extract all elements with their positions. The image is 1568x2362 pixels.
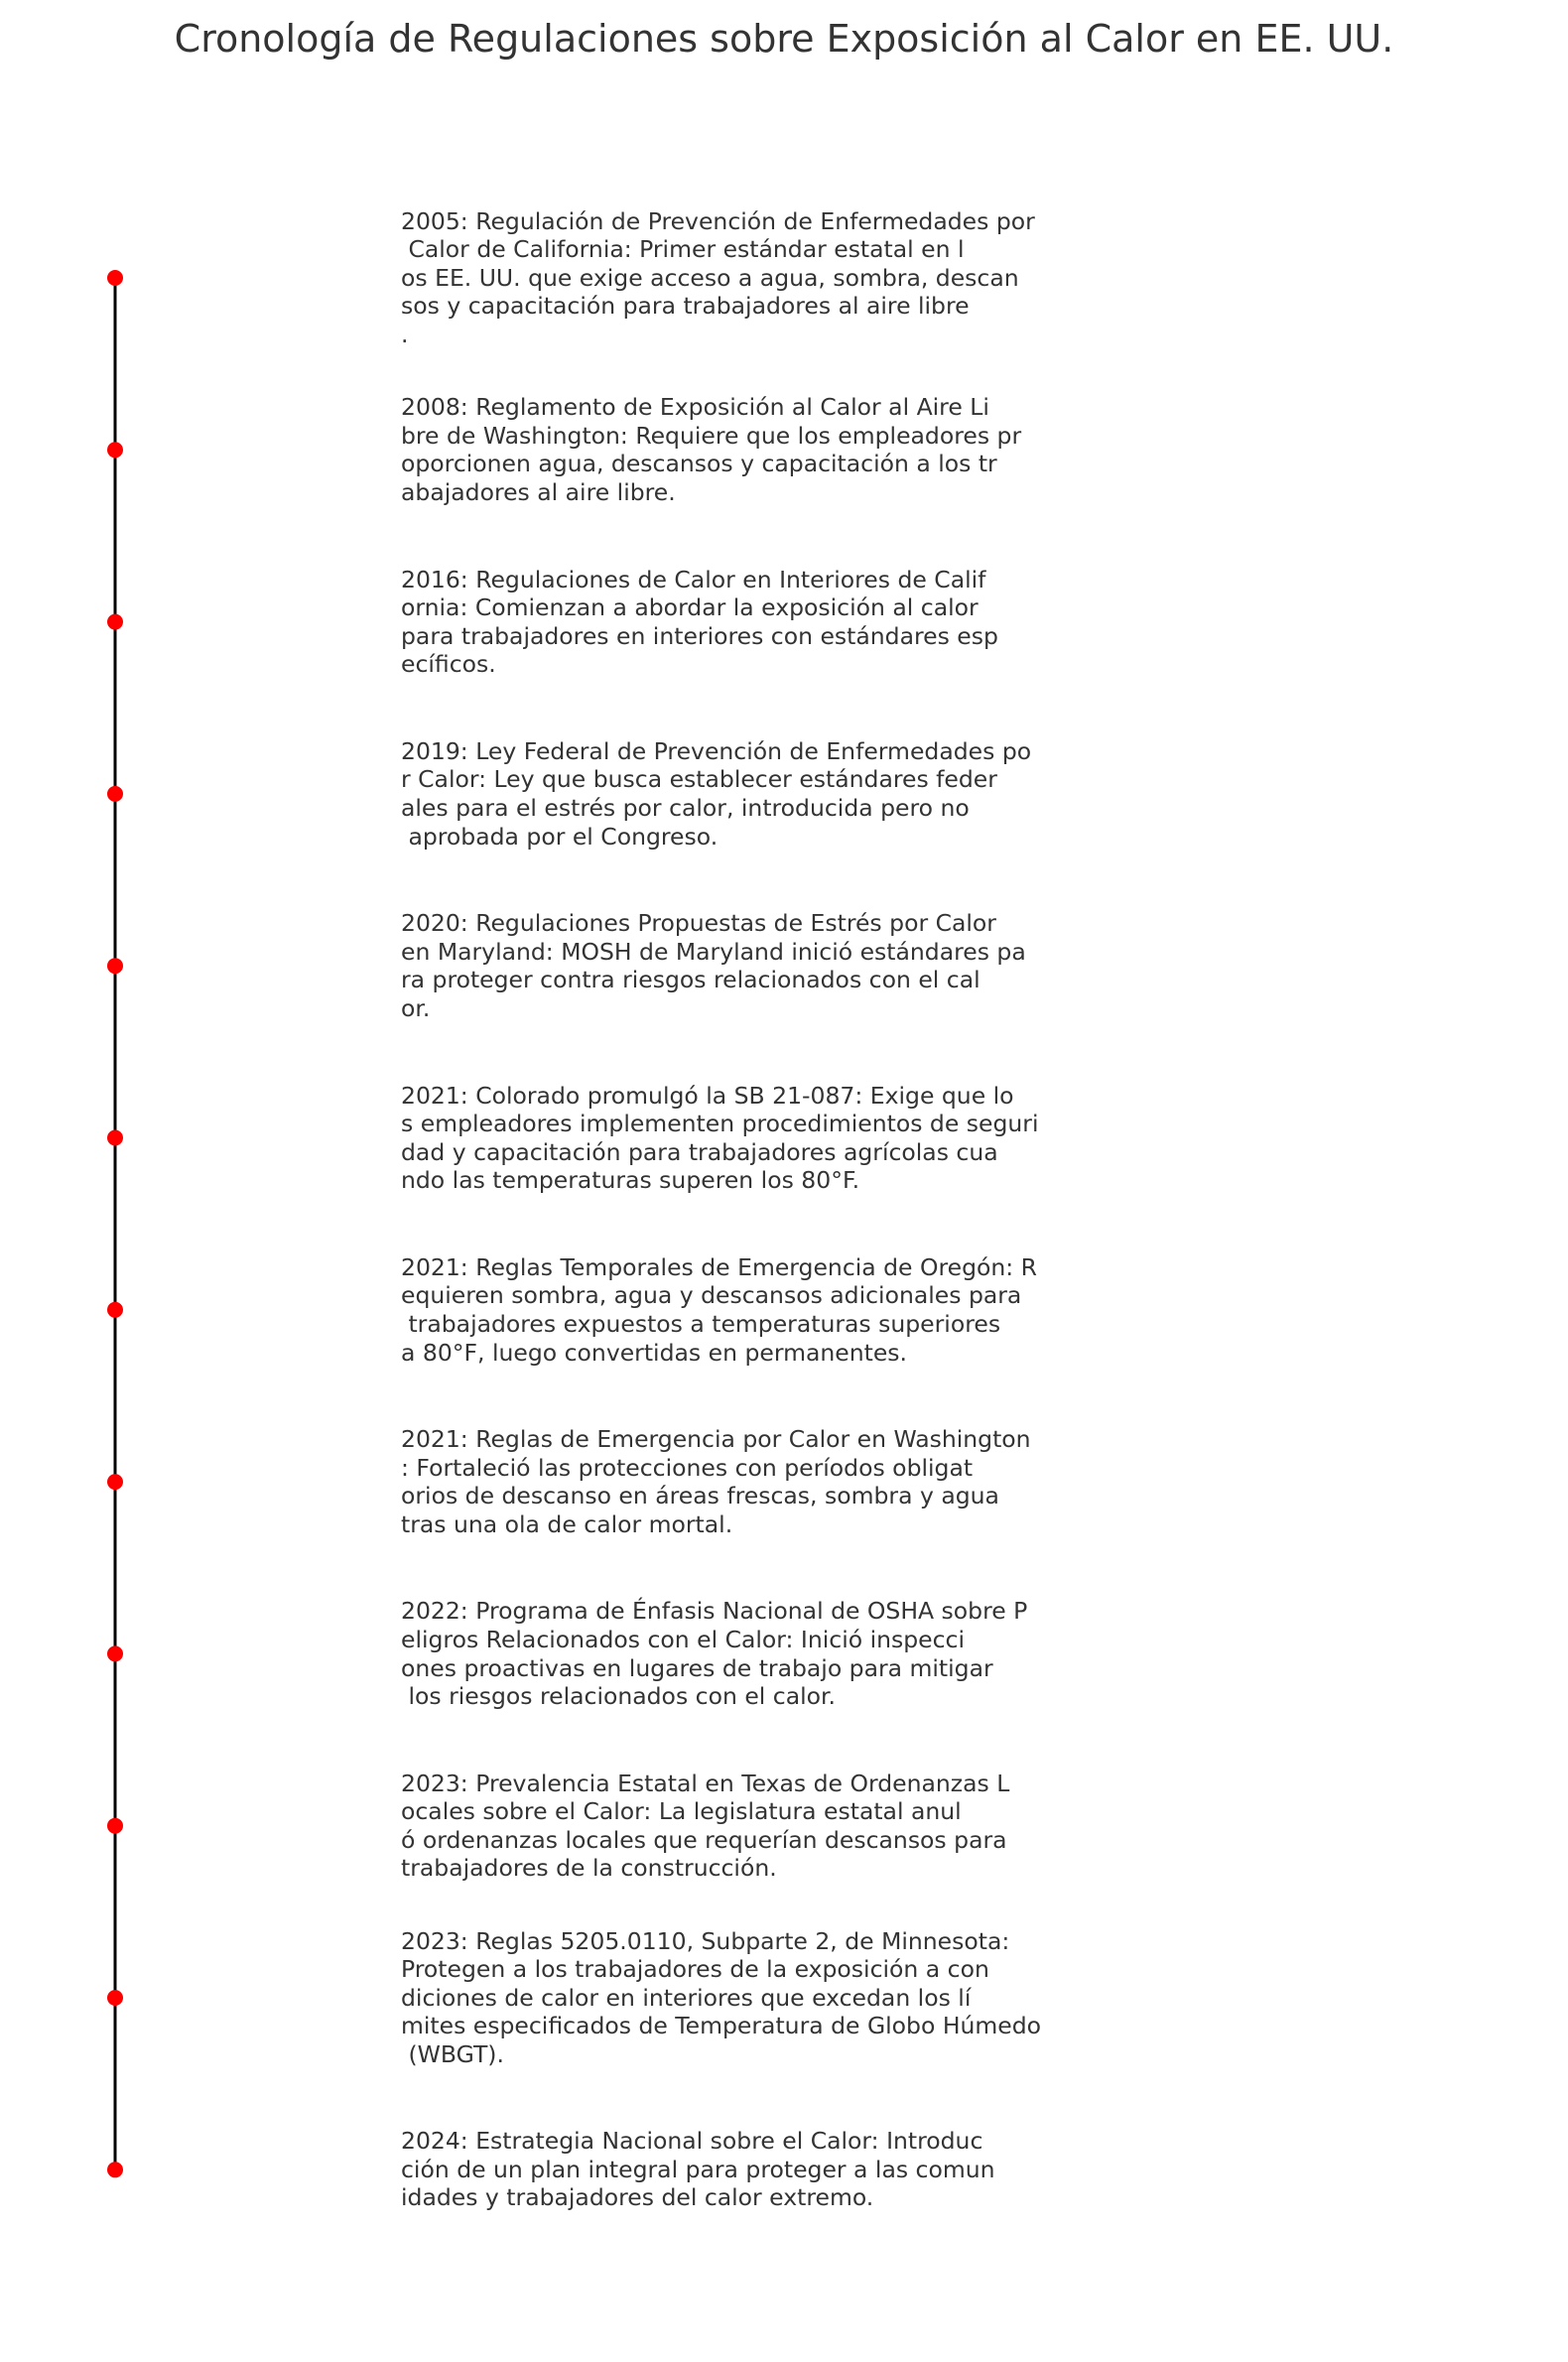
timeline-marker-2005 xyxy=(107,270,123,286)
timeline-marker-2021 xyxy=(107,1302,123,1318)
timeline-marker-2023 xyxy=(107,1818,123,1834)
timeline-event-text: 2022: Programa de Énfasis Nacional de OSHA sobre P eligros Relacionados con el Calor: Inició inspecci ones proactivas en lugares de trabajo para mitigar los riesgos relacionados con el calor. xyxy=(401,1597,1028,1711)
timeline-marker-2023 xyxy=(107,1990,123,2006)
timeline-event-text: 2021: Reglas de Emergencia por Calor en Washington : Fortaleció las protecciones con períodos obligat orios de descanso en áreas frescas, sombra y agua tras una ola de calor mortal. xyxy=(401,1425,1031,1538)
timeline-marker-2019 xyxy=(107,786,123,802)
timeline-marker-2008 xyxy=(107,442,123,458)
timeline-event-text: 2023: Prevalencia Estatal en Texas de Ordenanzas L ocales sobre el Calor: La legislatura estatal anul ó ordenanzas locales que requerían descansos para trabajadores de la construcción. xyxy=(401,1769,1010,1883)
chart-title: Cronología de Regulaciones sobre Exposición al Calor en EE. UU. xyxy=(174,17,1394,61)
timeline-event-text: 2021: Reglas Temporales de Emergencia de Oregón: R equieren sombra, agua y descansos adicionales para trabajadores expuestos a temperaturas superiores a 80°F, luego convertidas en permanentes. xyxy=(401,1252,1037,1367)
timeline-event-text: 2005: Regulación de Prevención de Enfermedades por Calor de California: Primer estándar estatal en l os EE. UU. que exige acceso a agua, sombra, descan sos y capacitación para trabajadores al aire libre . xyxy=(401,206,1035,348)
timeline-event-text: 2021: Colorado promulgó la SB 21-087: Exige que lo s empleadores implementen procedimientos de seguri dad y capacitación para trabajadores agrícolas cua ndo las temperaturas superen los 80°F. xyxy=(401,1081,1039,1195)
timeline-marker-2020 xyxy=(107,958,123,974)
timeline-marker-2016 xyxy=(107,614,123,630)
timeline-marker-2021 xyxy=(107,1130,123,1146)
timeline-event-text: 2020: Regulaciones Propuestas de Estrés por Calor en Maryland: MOSH de Maryland inició estándares pa ra proteger contra riesgos relacionados con el cal or. xyxy=(401,909,1026,1022)
timeline-marker-2022 xyxy=(107,1645,123,1661)
timeline-event-text: 2024: Estrategia Nacional sobre el Calor: Introduc ción de un plan integral para proteger a las comun idades y trabajadores del calor extremo. xyxy=(401,2127,995,2212)
timeline-event-text: 2008: Reglamento de Exposición al Calor al Aire Li bre de Washington: Requiere que los empleadores pr oporcionen agua, descansos y capacitación a los tr abajadores al aire libre. xyxy=(401,393,1022,507)
timeline-event-text: 2023: Reglas 5205.0110, Subparte 2, de Minnesota: Protegen a los trabajadores de la exposición a con diciones de calor en interiores que excedan los lí mites especificados de Temperatura de Globo Húmedo (WBGT). xyxy=(401,1926,1042,2068)
timeline-marker-2024 xyxy=(107,2162,123,2177)
timeline-event-text: 2016: Regulaciones de Calor en Interiores de Calif ornia: Comienzan a abordar la exposición al calor para trabajadores en interiores con estándares esp ecíficos. xyxy=(401,565,998,679)
timeline-marker-2021 xyxy=(107,1474,123,1490)
timeline-event-text: 2019: Ley Federal de Prevención de Enfermedades po r Calor: Ley que busca establecer estándares feder ales para el estrés por calor, introducida pero no aprobada por el Congreso. xyxy=(401,736,1032,851)
